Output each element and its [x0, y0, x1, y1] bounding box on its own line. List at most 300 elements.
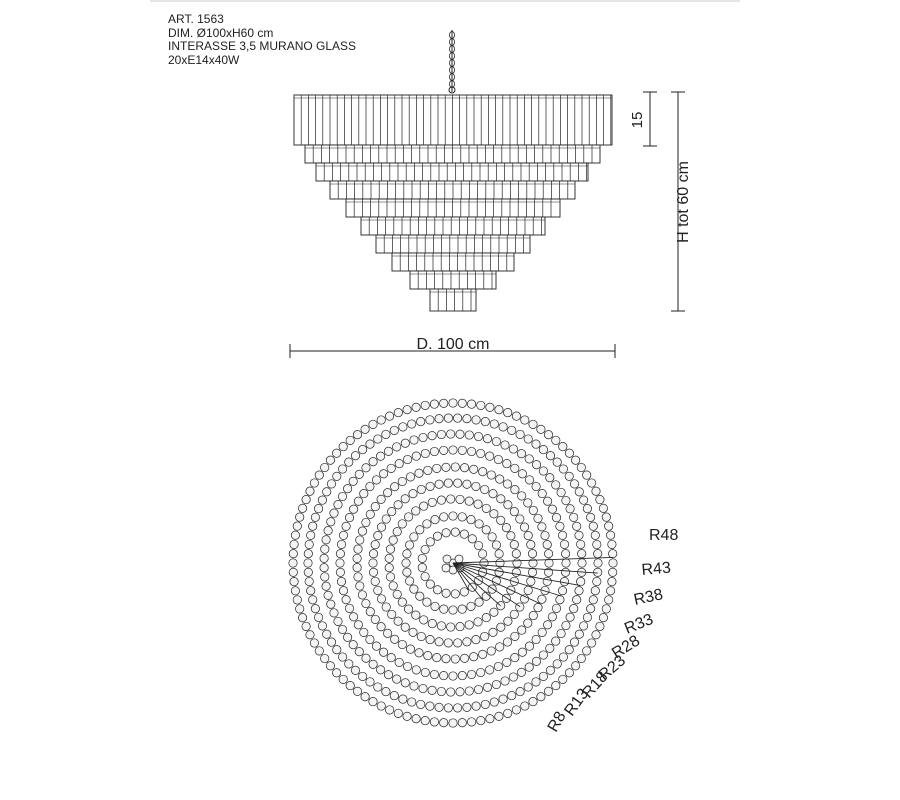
- glass-rod-plan: [481, 485, 489, 493]
- glass-rod-plan: [362, 464, 370, 472]
- glass-rod-plan: [456, 430, 464, 438]
- glass-rod-plan: [383, 489, 391, 497]
- glass-rod-plan: [394, 501, 402, 509]
- glass-rod-plan: [343, 633, 351, 641]
- glass-rod-plan: [296, 513, 304, 521]
- glass-rod-plan: [561, 550, 569, 558]
- glass-rod-plan: [504, 501, 512, 509]
- glass-rod-plan: [553, 458, 561, 466]
- glass-rod-plan: [504, 617, 512, 625]
- glass-rod-plan: [321, 545, 329, 553]
- glass-rod-plan: [497, 516, 505, 524]
- glass-rod-plan: [453, 704, 461, 712]
- glass-rod-plan: [428, 619, 436, 627]
- glass-rod-plan: [366, 608, 374, 616]
- glass-rod-plan: [420, 502, 428, 510]
- glass-rod-plan: [609, 559, 617, 567]
- glass-rod-plan: [351, 452, 359, 460]
- tier-outline: [430, 289, 476, 311]
- glass-rod-plan: [552, 637, 560, 645]
- glass-rod-plan: [369, 660, 377, 668]
- glass-rod-plan: [377, 702, 385, 710]
- glass-rod-plan: [426, 635, 434, 643]
- glass-rod-plan: [575, 587, 583, 595]
- glass-rod-plan: [355, 648, 363, 656]
- glass-rod-plan: [586, 513, 594, 521]
- glass-rod-plan: [431, 515, 439, 523]
- glass-rod-plan: [527, 540, 535, 548]
- glass-rod-plan: [475, 520, 483, 528]
- glass-rod-plan: [318, 496, 326, 504]
- glass-rod-plan: [394, 408, 402, 416]
- glass-rod-plan: [512, 550, 520, 558]
- glass-rod-plan: [293, 596, 301, 604]
- glass-rod-plan: [552, 481, 560, 489]
- glass-spec: INTERASSE 3,5 MURANO GLASS: [168, 39, 357, 53]
- glass-rod-plan: [481, 700, 489, 708]
- glass-rod-plan: [382, 430, 390, 438]
- glass-rod-plan: [468, 535, 476, 543]
- glass-rod-plan: [437, 687, 445, 695]
- glass-rod-plan: [339, 587, 347, 595]
- glass-rod-plan: [577, 540, 585, 548]
- glass-rod-plan: [305, 540, 313, 548]
- glass-rod-plan: [474, 432, 482, 440]
- glass-rod-plan: [346, 681, 354, 689]
- glass-rod-plan: [499, 423, 507, 431]
- glass-rod-plan: [593, 577, 601, 585]
- glass-rod-plan: [510, 540, 518, 548]
- glass-rod-plan: [490, 698, 498, 706]
- glass-rod-plan: [478, 550, 486, 558]
- glass-rod-plan: [596, 495, 604, 503]
- glass-rod-plan: [293, 522, 301, 530]
- glass-rod-plan: [472, 635, 480, 643]
- glass-rod-plan: [336, 568, 344, 576]
- glass-rod-plan: [510, 610, 518, 618]
- glass-rod-plan: [517, 450, 525, 458]
- glass-rod-plan: [570, 480, 578, 488]
- glass-rod-plan: [529, 506, 537, 514]
- glass-rod-plan: [382, 687, 390, 695]
- glass-rod-plan: [369, 420, 377, 428]
- glass-rod-plan: [511, 485, 519, 493]
- glass-rod-plan: [541, 531, 549, 539]
- glass-rod-plan: [433, 464, 441, 472]
- glass-rod-plan: [524, 619, 532, 627]
- glass-rod-plan: [467, 447, 475, 455]
- glass-rod-plan: [565, 472, 573, 480]
- glass-rod-plan: [327, 638, 335, 646]
- glass-rod-plan: [324, 591, 332, 599]
- glass-rod-plan: [421, 572, 429, 580]
- glass-rod-plan: [609, 550, 617, 558]
- glass-rod-plan: [517, 668, 525, 676]
- glass-rod-plan: [360, 489, 368, 497]
- glass-rod-plan: [474, 618, 482, 626]
- glass-rod-plan: [593, 540, 601, 548]
- glass-rod-plan: [440, 446, 448, 454]
- glass-rod-plan: [311, 605, 319, 613]
- glass-rod-plan: [314, 613, 322, 621]
- glass-rod-plan: [393, 528, 401, 536]
- glass-rod-plan: [423, 598, 431, 606]
- glass-rod-plan: [306, 631, 314, 639]
- glass-rod-plan: [516, 687, 524, 695]
- glass-rod-plan: [404, 605, 412, 613]
- glass-rod-plan: [458, 399, 466, 407]
- glass-rod-plan: [447, 688, 455, 696]
- glass-rod-plan: [474, 541, 482, 549]
- glass-rod-plan: [437, 622, 445, 630]
- glass-rod-plan: [310, 639, 318, 647]
- glass-rod-plan: [390, 691, 398, 699]
- glass-rod-plan: [511, 653, 519, 661]
- glass-rod-plan: [602, 513, 610, 521]
- glass-rod-plan: [415, 469, 423, 477]
- glass-rod-plan: [562, 496, 570, 504]
- glass-rod-plan: [435, 638, 443, 646]
- glass-rod-plan: [444, 414, 452, 422]
- glass-rod-plan: [384, 671, 392, 679]
- glass-rod-plan: [440, 671, 448, 679]
- glass-rod-plan: [435, 415, 443, 423]
- glass-rod-plan: [290, 540, 298, 548]
- glass-rod-plan: [559, 675, 567, 683]
- glass-rod-plan: [490, 608, 498, 616]
- glass-rod-plan: [437, 430, 445, 438]
- glass-rod-plan: [361, 693, 369, 701]
- radius-ray: [453, 563, 598, 573]
- glass-rod-plan: [318, 622, 326, 630]
- glass-rod-plan: [513, 559, 521, 567]
- glass-rod-plan: [503, 459, 511, 467]
- glass-rod-plan: [440, 719, 448, 727]
- radius-label: R38: [632, 586, 665, 609]
- glass-rod-plan: [454, 479, 462, 487]
- glass-rod-plan: [358, 445, 366, 453]
- glass-rod-plan: [426, 482, 434, 490]
- glass-rod-plan: [349, 613, 357, 621]
- glass-rod-plan: [435, 480, 443, 488]
- glass-rod-plan: [361, 425, 369, 433]
- glass-rod-plan: [472, 482, 480, 490]
- glass-rod-plan: [577, 654, 585, 662]
- glass-rod-plan: [583, 471, 591, 479]
- glass-rod-plan: [463, 415, 471, 423]
- glass-rod-plan: [338, 465, 346, 473]
- tier-outline: [294, 95, 612, 145]
- glass-rod-plan: [309, 522, 317, 530]
- glass-rod-plan: [366, 678, 374, 686]
- glass-rod-plan: [570, 513, 578, 521]
- glass-tier: [376, 235, 530, 253]
- glass-rod-plan: [444, 639, 452, 647]
- glass-rod-plan: [393, 443, 401, 451]
- glass-rod-plan: [608, 540, 616, 548]
- glass-rod-plan: [463, 703, 471, 711]
- glass-rod-plan: [403, 406, 411, 414]
- glass-rod-plan: [573, 522, 581, 530]
- glass-rod-plan: [326, 662, 334, 670]
- glass-rod-plan: [398, 598, 406, 606]
- glass-rod-plan: [458, 671, 466, 679]
- radius-label: R18: [579, 668, 612, 702]
- glass-rod-plan: [302, 622, 310, 630]
- glass-rod-plan: [409, 490, 417, 498]
- glass-rod-plan: [472, 702, 480, 710]
- glass-rod-plan: [395, 459, 403, 467]
- glass-rod-plan: [369, 697, 377, 705]
- glass-rod-plan: [323, 630, 331, 638]
- glass-rod-plan: [351, 666, 359, 674]
- glass-rod-plan: [599, 504, 607, 512]
- glass-rod-plan: [504, 408, 512, 416]
- glass-rod-plan: [379, 470, 387, 478]
- glass-rod-plan: [455, 555, 463, 563]
- glass-rod-plan: [304, 559, 312, 567]
- glass-rod-plan: [330, 509, 338, 517]
- glass-rod-plan: [512, 412, 520, 420]
- glass-rod-plan: [467, 718, 475, 726]
- glass-rod-plan: [321, 654, 329, 662]
- glass-rod-plan: [291, 531, 299, 539]
- glass-rod-plan: [605, 596, 613, 604]
- glass-rod-plan: [332, 449, 340, 457]
- glass-rod-plan: [565, 669, 573, 677]
- glass-rod-plan: [454, 639, 462, 647]
- glass-rod-plan: [486, 452, 494, 460]
- glass-rod-plan: [577, 577, 585, 585]
- glass-rod-plan: [423, 520, 431, 528]
- radius-label: R23: [595, 652, 630, 685]
- glass-rod-plan: [525, 642, 533, 650]
- glass-rod-plan: [482, 613, 490, 621]
- glass-tier: [392, 253, 514, 271]
- glass-rod-plan: [310, 479, 318, 487]
- glass-rod-plan: [573, 596, 581, 604]
- glass-rod-plan: [589, 596, 597, 604]
- glass-rod-plan: [402, 559, 410, 567]
- glass-rod-plan: [503, 638, 511, 646]
- glass-rod-plan: [385, 564, 393, 572]
- glass-rod-plan: [424, 651, 432, 659]
- glass-rod-plan: [560, 577, 568, 585]
- glass-rod-plan: [495, 712, 503, 720]
- glass-rod-plan: [495, 406, 503, 414]
- glass-rod-plan: [482, 504, 490, 512]
- glass-rod-plan: [559, 442, 567, 450]
- glass-rod-plan: [420, 616, 428, 624]
- glass-rod-plan: [377, 416, 385, 424]
- glass-tier: [430, 289, 476, 311]
- glass-rod-plan: [465, 621, 473, 629]
- glass-rod-plan: [524, 531, 532, 539]
- glass-rod-plan: [442, 529, 450, 537]
- glass-rod-plan: [362, 518, 370, 526]
- glass-rod-plan: [538, 523, 546, 531]
- glass-rod-plan: [587, 479, 595, 487]
- glass-rod-plan: [385, 412, 393, 420]
- glass-rod-plan: [510, 507, 518, 515]
- glass-rod-plan: [449, 606, 457, 614]
- glass-rod-plan: [492, 437, 500, 445]
- glass-rod-plan: [465, 431, 473, 439]
- glass-rod-plan: [592, 487, 600, 495]
- glass-rod-plan: [324, 527, 332, 535]
- glass-rod-plan: [539, 467, 547, 475]
- glass-rod-plan: [606, 587, 614, 595]
- glass-rod-plan: [553, 660, 561, 668]
- glass-rod-plan: [508, 426, 516, 434]
- glass-rod-plan: [579, 622, 587, 630]
- glass-rod-plan: [499, 695, 507, 703]
- glass-rod-plan: [433, 586, 441, 594]
- glass-rod-plan: [477, 449, 485, 457]
- glass-rod-plan: [388, 610, 396, 618]
- glass-rod-plan: [442, 463, 450, 471]
- glass-rod-plan: [480, 559, 488, 567]
- glass-rod-plan: [570, 638, 578, 646]
- glass-rod-plan: [577, 463, 585, 471]
- glass-rod-plan: [497, 623, 505, 631]
- radius-label: R28: [609, 632, 644, 663]
- glass-rod-plan: [399, 423, 407, 431]
- glass-rod-plan: [349, 505, 357, 513]
- glass-rod-plan: [558, 587, 566, 595]
- glass-rod-plan: [496, 475, 504, 483]
- glass-rod-plan: [421, 449, 429, 457]
- glass-rod-plan: [587, 639, 595, 647]
- glass-rod-plan: [410, 585, 418, 593]
- glass-rod-plan: [377, 595, 385, 603]
- glass-rod-plan: [492, 541, 500, 549]
- glass-rod-plan: [404, 513, 412, 521]
- glass-rod-plan: [386, 545, 394, 553]
- glass-rod-plan: [366, 482, 374, 490]
- glass-rod-plan: [534, 603, 542, 611]
- glass-rod-plan: [532, 635, 540, 643]
- glass-rod-plan: [599, 614, 607, 622]
- glass-rod-plan: [594, 550, 602, 558]
- glass-rod-plan: [586, 605, 594, 613]
- glass-rod-plan: [426, 580, 434, 588]
- glass-rod-plan: [430, 718, 438, 726]
- glass-rod-plan: [345, 604, 353, 612]
- glass-rod-plan: [524, 435, 532, 443]
- glass-rod-plan: [481, 417, 489, 425]
- glass-rod-plan: [426, 416, 434, 424]
- glass-rod-plan: [330, 609, 338, 617]
- bulb-spec: 20xE14x40W: [168, 52, 240, 67]
- glass-tier: [410, 271, 496, 289]
- glass-rod-plan: [417, 417, 425, 425]
- glass-rod-plan: [424, 466, 432, 474]
- glass-rod-plan: [544, 687, 552, 695]
- radius-label: R48: [649, 527, 679, 544]
- article-number: ART. 1563: [168, 12, 224, 26]
- glass-rod-plan: [518, 470, 526, 478]
- glass-rod-plan: [358, 591, 366, 599]
- glass-rod-plan: [334, 617, 342, 625]
- glass-rod-plan: [497, 495, 505, 503]
- glass-rod-plan: [360, 628, 368, 636]
- glass-rod-plan: [482, 526, 490, 534]
- glass-rod-plan: [354, 621, 362, 629]
- glass-rod-plan: [383, 629, 391, 637]
- glass-rod-plan: [521, 416, 529, 424]
- glass-rod-plan: [578, 559, 586, 567]
- glass-rod-plan: [575, 488, 583, 496]
- glass-rod-plan: [539, 672, 547, 680]
- glass-rod-plan: [532, 482, 540, 490]
- glass-rod-plan: [320, 554, 328, 562]
- glass-rod-plan: [583, 647, 591, 655]
- glass-rod-plan: [371, 502, 379, 510]
- glass-rod-plan: [559, 465, 567, 473]
- glass-rod-plan: [393, 590, 401, 598]
- glass-rod-plan: [579, 496, 587, 504]
- glass-rod-plan: [417, 700, 425, 708]
- tier-outline: [410, 271, 496, 289]
- glass-rod-plan: [525, 663, 533, 671]
- glass-rod-plan: [565, 449, 573, 457]
- glass-rod-plan: [391, 483, 399, 491]
- glass-rod-plan: [449, 399, 457, 407]
- glass-rod-plan: [401, 623, 409, 631]
- glass-rod-plan: [410, 682, 418, 690]
- glass-rod-plan: [596, 622, 604, 630]
- glass-rod-plan: [372, 642, 380, 650]
- glass-rod-plan: [508, 691, 516, 699]
- glass-rod-plan: [477, 401, 485, 409]
- glass-rod-plan: [406, 473, 414, 481]
- tier-outline: [392, 253, 514, 271]
- glass-rod-plan: [483, 435, 491, 443]
- tier-outline: [346, 199, 560, 217]
- glass-rod-plan: [338, 653, 346, 661]
- glass-rod-plan: [552, 681, 560, 689]
- glass-rod-plan: [467, 602, 475, 610]
- glass-rod-plan: [472, 416, 480, 424]
- dimensions: DIM. Ø100xH60 cm: [168, 25, 274, 40]
- glass-rod-plan: [394, 709, 402, 717]
- glass-rod-plan: [534, 514, 542, 522]
- glass-rod-plan: [412, 666, 420, 674]
- glass-rod-plan: [421, 401, 429, 409]
- glass-rod-plan: [289, 568, 297, 576]
- glass-rod-plan: [416, 526, 424, 534]
- glass-rod-plan: [440, 605, 448, 613]
- glass-rod-plan: [296, 605, 304, 613]
- glass-rod-plan: [412, 403, 420, 411]
- glass-rod-plan: [440, 513, 448, 521]
- glass-rod-plan: [428, 432, 436, 440]
- glass-rod-plan: [606, 531, 614, 539]
- glass-rod-plan: [557, 488, 565, 496]
- glass-rod-plan: [433, 653, 441, 661]
- glass-rod-plan: [487, 471, 495, 479]
- glass-rod-plan: [460, 464, 468, 472]
- glass-rod-plan: [449, 446, 457, 454]
- glass-rod-plan: [546, 644, 554, 652]
- glass-tier: [316, 163, 588, 181]
- glass-rod-plan: [321, 463, 329, 471]
- glass-rod-plan: [338, 492, 346, 500]
- glass-rod-plan: [583, 504, 591, 512]
- glass-rod-plan: [320, 564, 328, 572]
- glass-rod-plan: [537, 425, 545, 433]
